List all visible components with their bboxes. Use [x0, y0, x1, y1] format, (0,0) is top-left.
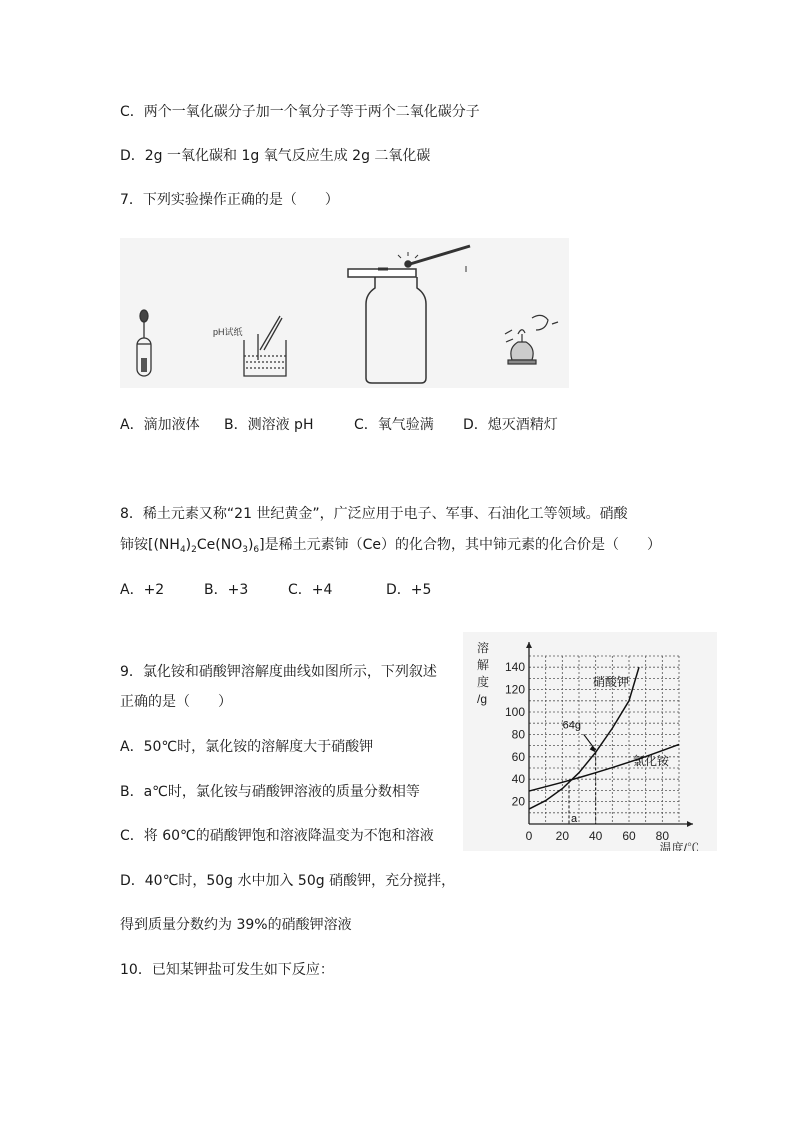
q9-option-b: B．a℃时，氯化铵与硝酸钾溶液的质量分数相等	[120, 784, 420, 800]
q9-option-c: C．将 60℃的硝酸钾饱和溶液降温变为不饱和溶液	[120, 828, 434, 844]
y-tick-label: 60	[511, 749, 525, 764]
q7-figure	[120, 238, 569, 388]
q8-sub-4: 4	[179, 545, 186, 555]
q8-stem-line2	[120, 535, 661, 560]
x-tick-label: 20	[555, 829, 570, 843]
q6-option-c: C．两个一氧化碳分子加一个氧分子等于两个二氧化碳分子	[120, 104, 480, 120]
x-tick-label: 80	[655, 829, 670, 843]
q7-option-a: A．滴加液体	[120, 417, 200, 433]
ph-paper-label: pH试纸	[213, 327, 243, 337]
dropper-test-tube-icon	[137, 310, 151, 376]
y-tick-label: 140	[504, 660, 525, 675]
x-tick-label: 60	[622, 829, 636, 843]
q8-sub-6: 6	[253, 545, 260, 555]
y-tick-label: 20	[511, 794, 525, 809]
q9-option-d-line2: 得到质量分数约为 39%的硝酸钾溶液	[120, 917, 352, 933]
y-axis-label-char: 溶	[477, 641, 490, 655]
q8-stem-mid3: )	[247, 537, 254, 553]
q7-option-c: C．氧气验满	[354, 417, 434, 433]
y-tick-label: 100	[504, 705, 525, 719]
annotation-64g: 64g	[562, 719, 582, 732]
series-label-1: 硝酸钾	[593, 675, 630, 689]
q7-option-b: B．测溶液 pH	[224, 417, 314, 433]
y-axis-label-char: 解	[477, 658, 490, 672]
y-axis-label-char: /g	[477, 692, 488, 706]
q9-option-d-line1: D．40℃时，50g 水中加入 50g 硝酸钾，充分搅拌，	[120, 873, 456, 889]
y-tick-label: 40	[511, 772, 525, 787]
q8-sub-2: 2	[191, 545, 197, 555]
q7-stem: 7．下列实验操作正确的是（ ）	[120, 192, 339, 208]
y-axis-label-char: 度	[477, 675, 490, 689]
q8-stem-line1: 8．稀土元素又称“21 世纪黄金”，广泛应用于电子、军事、石油化工等领域。硝酸	[120, 506, 628, 522]
q10-stem: 10．已知某钾盐可发生如下反应：	[120, 962, 334, 978]
solubility-chart	[463, 632, 717, 851]
series-label-2: 氯化铵	[633, 754, 670, 768]
q9-stem-line1: 9．氯化铵和硝酸钾溶解度曲线如图所示，下列叙述	[120, 664, 437, 680]
beaker-ph-paper-icon	[244, 316, 286, 376]
x-tick-label: 0	[525, 829, 533, 843]
annotation-arrow	[584, 734, 596, 750]
y-tick-label: 120	[504, 682, 525, 697]
x-tick-label: 40	[588, 829, 603, 843]
q8-option-c: C．+4	[288, 582, 333, 598]
alcohol-lamp-icon	[505, 315, 558, 364]
annotation-a: a	[571, 813, 578, 825]
gas-jar-splint-icon	[348, 246, 470, 383]
y-axis-arrow	[526, 642, 532, 648]
q6-option-d: D．2g 一氧化碳和 1g 氧气反应生成 2g 二氧化碳	[120, 148, 431, 164]
q9-option-a: A．50℃时，氯化铵的溶解度大于硝酸钾	[120, 739, 374, 755]
q8-stem-mid1: )	[185, 537, 192, 553]
q8-stem-suffix: ]是稀土元素铈（Ce）的化合物，其中铈元素的化合价是（ ）	[259, 537, 662, 553]
q7-option-d: D．熄灭酒精灯	[463, 417, 558, 433]
q8-option-a: A．+2	[120, 582, 165, 598]
q8-stem-prefix: 铈铵[(NH	[120, 537, 180, 553]
x-axis-arrow	[687, 821, 693, 827]
x-axis-label: 温度/℃	[659, 841, 699, 851]
q8-option-d: D．+5	[386, 582, 432, 598]
y-tick-label: 80	[511, 727, 525, 742]
q8-sub-3: 3	[242, 545, 248, 555]
q8-option-b: B．+3	[204, 582, 249, 598]
q9-stem-line2: 正确的是（ ）	[120, 694, 232, 710]
q8-stem-mid2: Ce(NO	[196, 537, 243, 553]
